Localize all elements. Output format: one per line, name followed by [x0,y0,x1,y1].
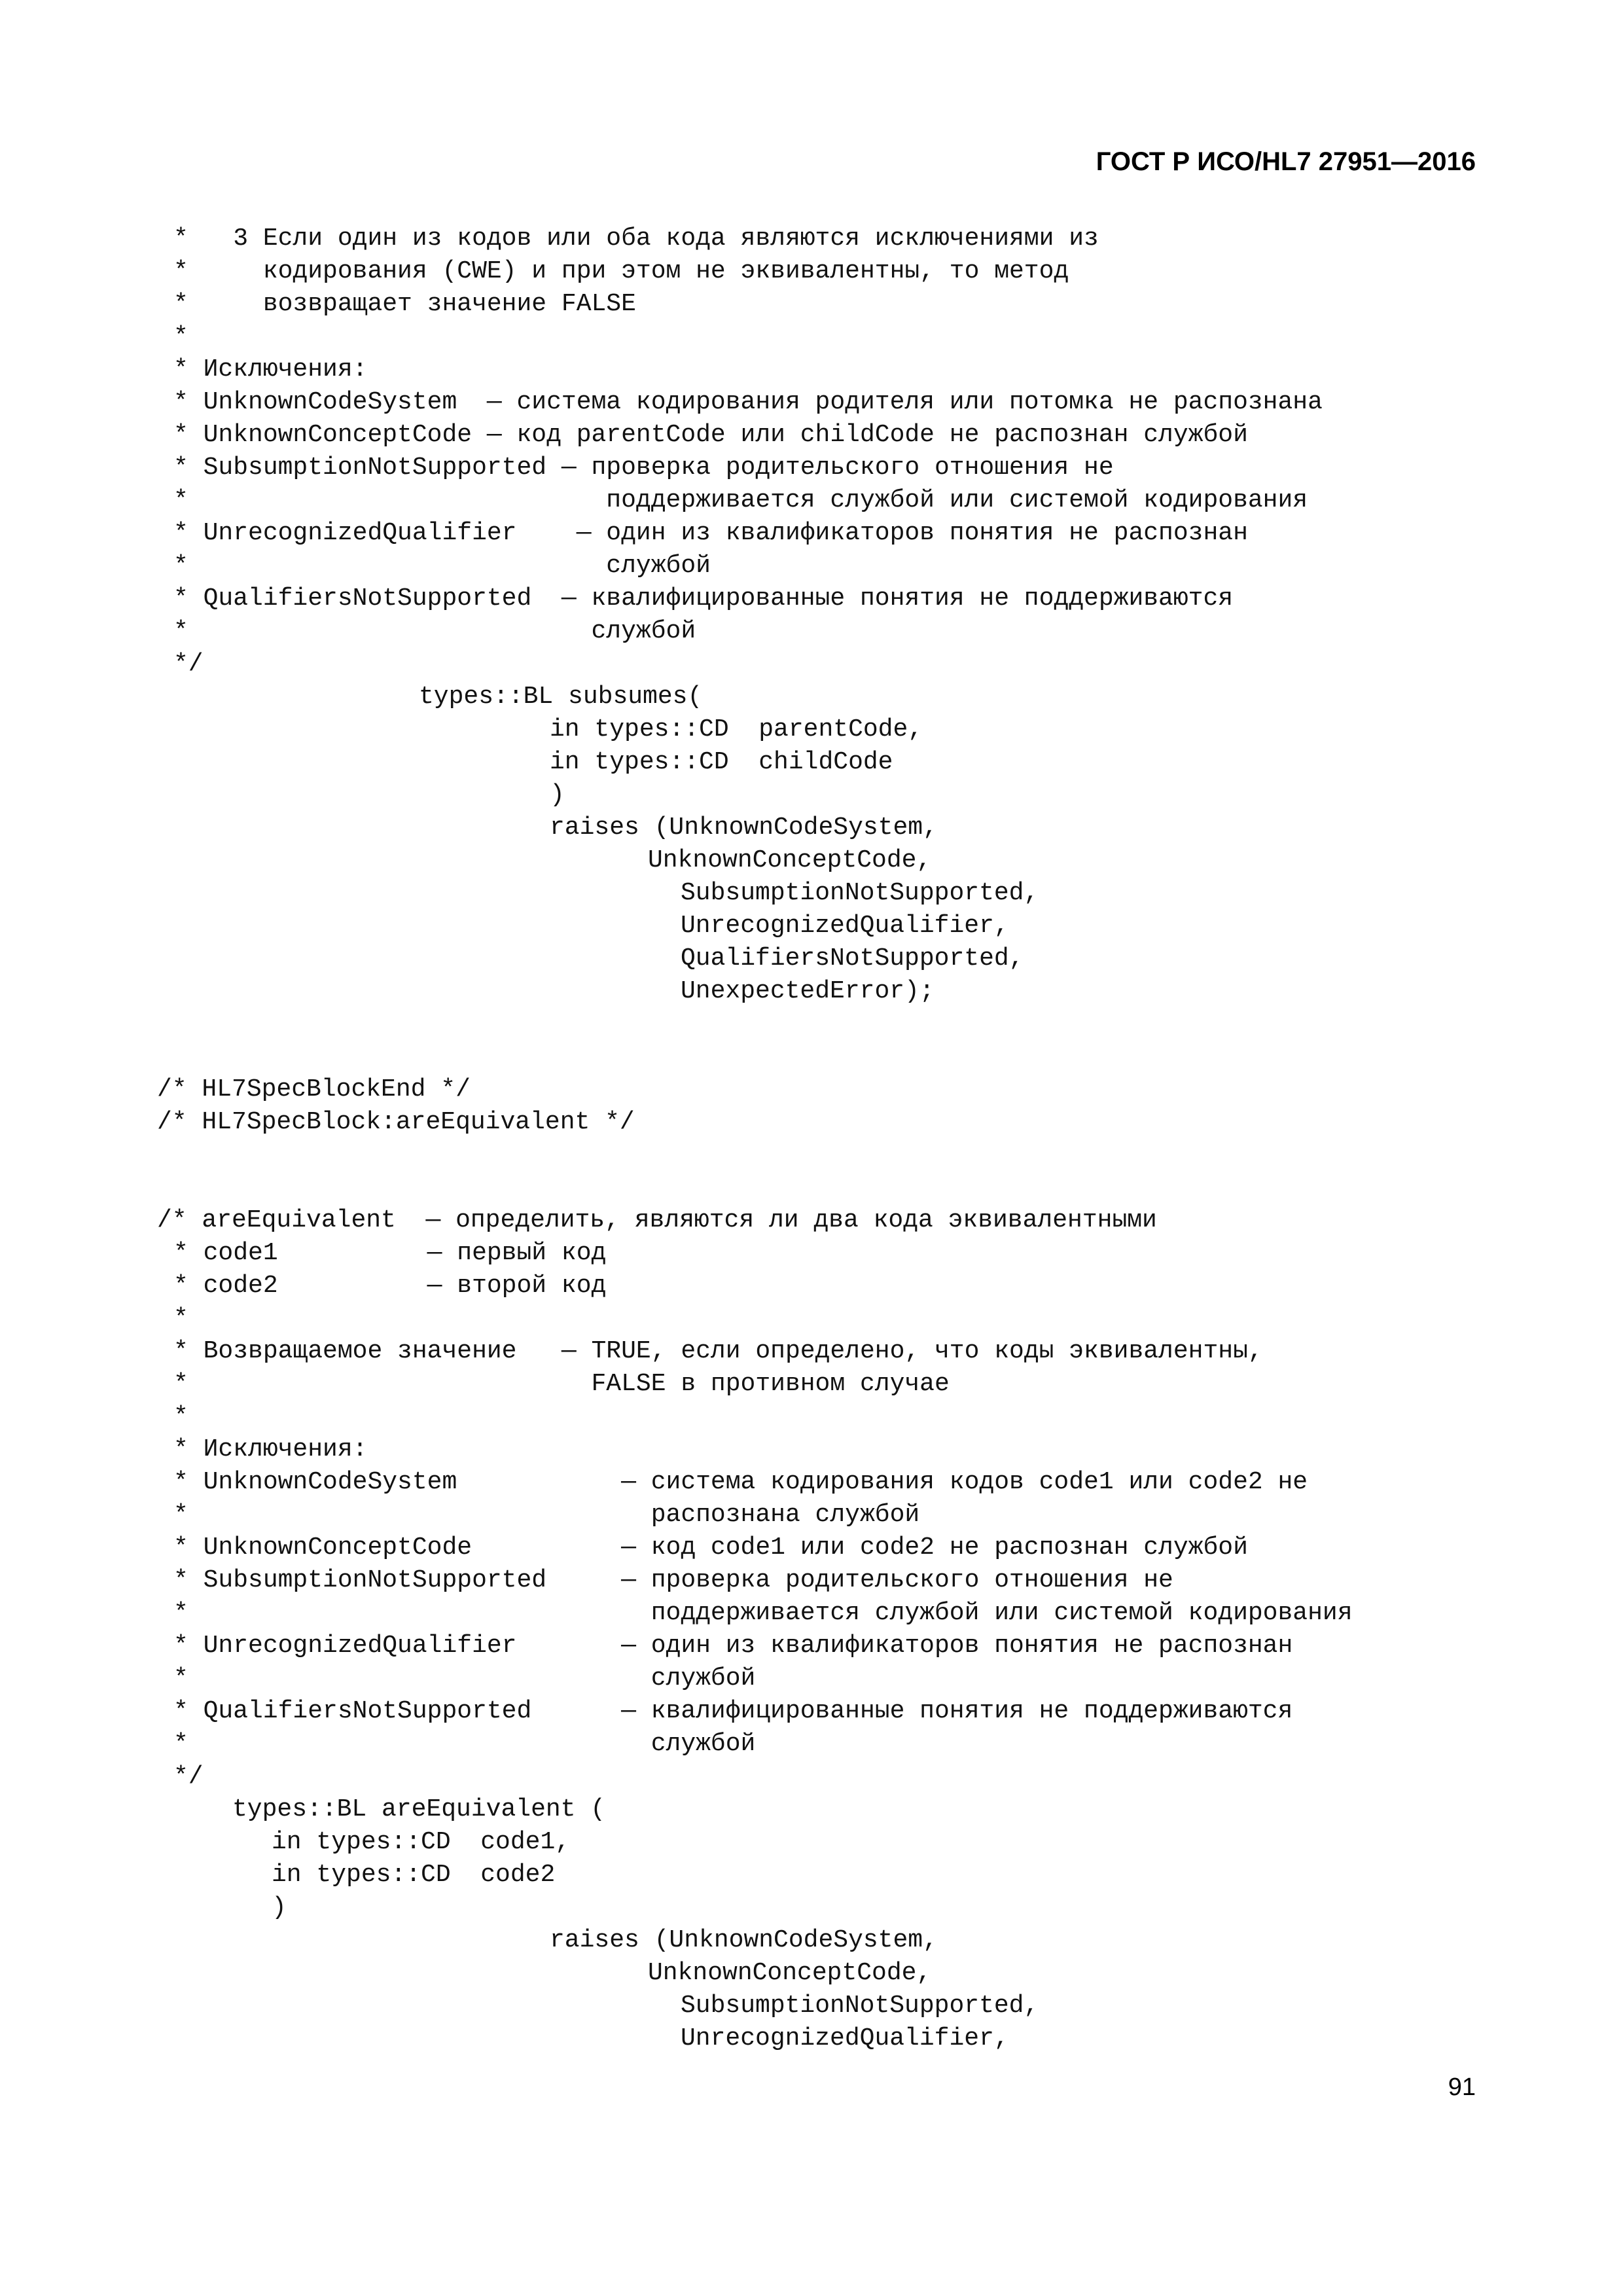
code-line: * UnknownConceptCode — код parentCode или childCode не распознан службой [173,421,1248,449]
code-line: * службой [173,552,711,580]
code-line: types::BL subsumes( [419,683,703,711]
code-line: in types::CD code2 [272,1861,556,1889]
code-line: ) [550,781,565,809]
code-line: SubsumptionNotSupported, [681,1992,1039,2020]
code-line: * SubsumptionNotSupported — проверка родительского отношения не [173,454,1114,482]
code-line: */ [173,650,204,678]
code-line: * кодирования (CWE) и при этом не эквивалентны, то метод [173,257,1069,285]
code-line: /* areEquivalent — определить, являются ли два кода эквивалентными [157,1206,1157,1234]
code-line: * [173,1403,188,1431]
code-line: * FALSE в противном случае [173,1370,950,1398]
code-line: * службой [173,617,696,645]
code-line: ) [272,1893,287,1922]
code-line: UnknownConceptCode, [648,846,932,874]
code-line: * UnknownCodeSystem — система кодирования родителя или потомка не распознана [173,388,1323,416]
code-line: * поддерживается службой или системой кодирования [173,1599,1353,1627]
code-line: UnrecognizedQualifier, [681,912,1009,940]
code-line: in types::CD code1, [272,1828,571,1856]
code-line: raises (UnknownCodeSystem, [550,814,938,842]
code-line: /* HL7SpecBlockEnd */ [157,1075,471,1103]
code-line: QualifiersNotSupported, [681,944,1024,973]
code-line: * UnknownConceptCode — код code1 или code2 не распознан службой [173,1534,1248,1562]
code-line: UnknownConceptCode, [648,1959,932,1987]
code-line: * 3 Если один из кодов или оба кода являются исключениями из [173,224,1099,253]
code-line: */ [173,1763,204,1791]
code-line: * UnknownCodeSystem — система кодирования кодов code1 или code2 не [173,1468,1308,1496]
code-line: * code2 — второй код [173,1272,607,1300]
code-line: * UnrecognizedQualifier — один из квалификаторов понятия не распознан [173,1632,1293,1660]
code-line: * [173,1304,188,1333]
code-line: * службой [173,1730,756,1758]
code-line: * UnrecognizedQualifier — один из квалификаторов понятия не распознан [173,519,1248,547]
code-line: * code1 — первый код [173,1239,607,1267]
code-line: * QualifiersNotSupported — квалифицированные понятия не поддерживаются [173,584,1234,613]
standard-designation: ГОСТ Р ИСО/HL7 27951—2016 [1096,147,1476,176]
code-line: * распознана службой [173,1501,920,1529]
code-line: * [173,323,188,351]
code-line: * Исключения: [173,355,368,384]
code-line: * SubsumptionNotSupported — проверка родительского отношения не [173,1566,1173,1594]
code-line: UnrecognizedQualifier, [681,2024,1009,2053]
code-line: /* HL7SpecBlock:areEquivalent */ [157,1108,635,1136]
code-line: types::BL areEquivalent ( [232,1795,606,1823]
code-line: * QualifiersNotSupported — квалифицированные понятия не поддерживаются [173,1697,1293,1725]
code-line: * Возвращаемое значение — TRUE, если определено, что коды эквивалентны, [173,1337,1263,1365]
code-line: SubsumptionNotSupported, [681,879,1039,907]
code-line: * возвращает значение FALSE [173,290,636,318]
code-line: raises (UnknownCodeSystem, [550,1926,938,1954]
code-line: UnexpectedError); [681,977,935,1005]
code-line: in types::CD childCode [550,748,893,776]
code-line: * службой [173,1664,756,1693]
page-number: 91 [1448,2073,1476,2101]
code-line: * Исключения: [173,1435,368,1463]
code-line: * поддерживается службой или системой кодирования [173,486,1308,514]
code-line: in types::CD parentCode, [550,715,923,744]
